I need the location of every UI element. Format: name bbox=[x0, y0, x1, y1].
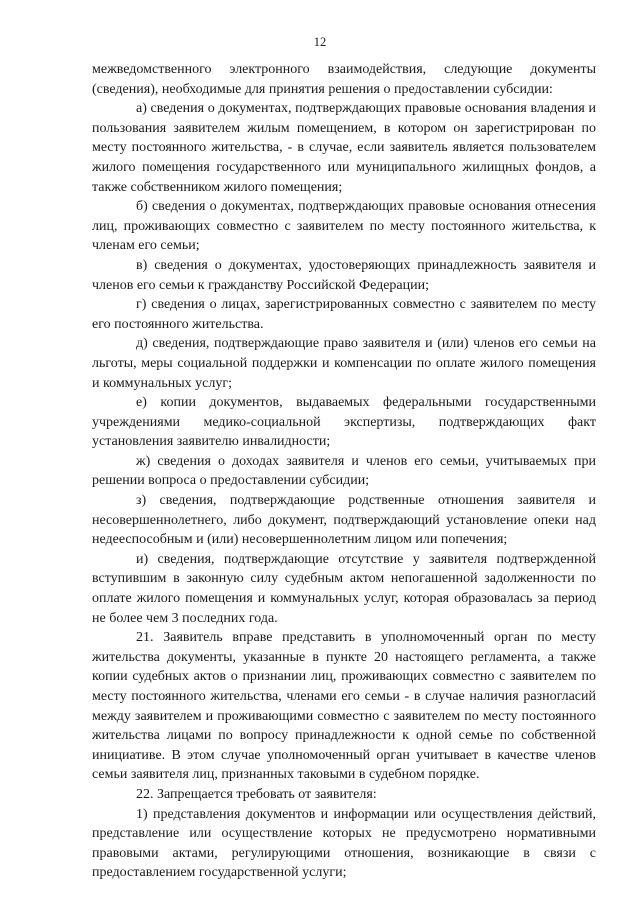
document-body bbox=[92, 60, 596, 883]
paragraph-item-z: з) сведения, подтверждающие родственные отношения заявителя и несовершеннолетнего, либо документ, подтверждающий установление опеки над недееспособным и (или) несовершеннолетним лицом или попечения; bbox=[92, 493, 596, 548]
paragraph-item-a: а) сведения о документах, подтверждающих правовые основания владения и пользования заявителем жилым помещением, в котором он зарегистрирован по месту постоянного жительства, - в случае, если заявитель является пользователем жилого помещения государственного или муниципального жилищных фондов, а также собственником жилого помещения; bbox=[92, 101, 596, 195]
paragraph-item-d: д) сведения, подтверждающие право заявителя и (или) членов его семьи на льготы, меры социальной поддержки и компенсации по оплате жилого помещения и коммунальных услуг; bbox=[92, 336, 596, 391]
paragraph-item-b: б) сведения о документах, подтверждающих правовые основания отнесения лиц, проживающих совместно с заявителем по месту постоянного жительства, к членам его семьи; bbox=[92, 199, 596, 254]
paragraph-continuation: межведомственного электронного взаимодействия, следующие документы (сведения), необходимые для принятия решения о предоставлении субсидии: bbox=[92, 62, 596, 97]
paragraph-clause-22-item-1: 1) представления документов и информации или осуществления действий, представление или осуществление которых не предусмотрено нормативными правовыми актами, регулирующими отношения, возникающие в связи с предоставлением государственной услуги; bbox=[92, 806, 596, 881]
page-number: 12 bbox=[313, 35, 327, 49]
paragraph-item-e: е) копии документов, выдаваемых федеральными государственными учреждениями медико-социальной экспертизы, подтверждающих факт установления заявителю инвалидности; bbox=[92, 395, 596, 450]
paragraph-item-zh: ж) сведения о доходах заявителя и членов его семьи, учитываемых при решении вопроса о предоставлении субсидии; bbox=[92, 453, 596, 489]
paragraph-item-g: г) сведения о лицах, зарегистрированных совместно с заявителем по месту его постоянного жительства. bbox=[92, 297, 596, 332]
paragraph-clause-22: 22. Запрещается требовать от заявителя: bbox=[136, 786, 377, 802]
paragraph-clause-21: 21. Заявитель вправе представить в уполномоченный орган по месту жительства документы, указанные в пункте 20 настоящего регламента, а также копии судебных актов о признании лиц, проживающих совместно с заявителем по месту постоянного жительства, членами его семьи - в случае наличия разногласий между заявителем и проживающими совместно с заявителем по месту постоянного жительства лицами по вопросу принадлежности к одной семье по собственной инициативе. В этом случае уполномоченный орган учитывает в качестве членов семьи заявителя лиц, признанных таковыми в судебном порядке. bbox=[92, 630, 596, 783]
paragraph-item-v: в) сведения о документах, удостоверяющих принадлежность заявителя и членов его семьи к гражданству Российской Федерации; bbox=[92, 257, 596, 293]
paragraph-item-i: и) сведения, подтверждающие отсутствие у заявителя подтвержденной вступившим в законную силу судебным актом непогашенной задолженности по оплате жилого помещения и коммунальных услуг, которая образовалась за период не более чем 3 последних года. bbox=[92, 551, 596, 626]
